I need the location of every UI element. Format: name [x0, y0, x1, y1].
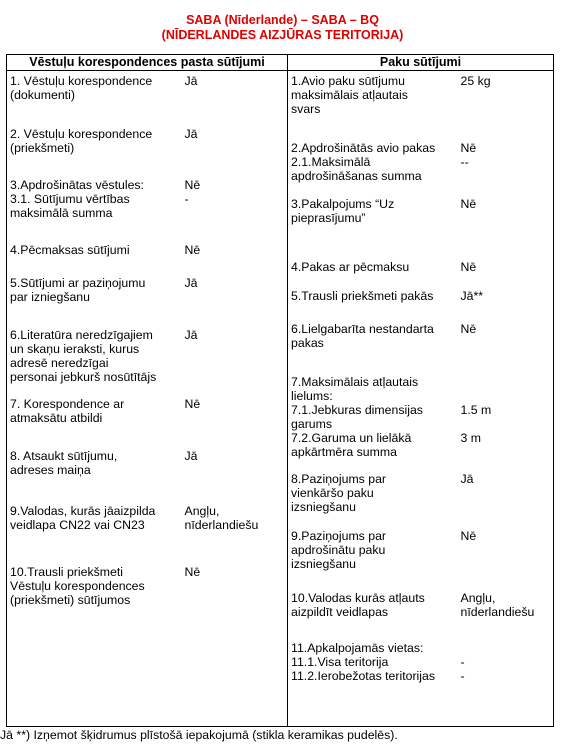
parcels-item-value-9: Nē: [460, 529, 477, 543]
parcels-item-label-2: 2.Apdrošinātās avio pakas 2.1.Maksimālā apdrošināšanas summa: [291, 141, 436, 183]
letters-item-label-3: 3.Apdrošinātas vēstules: 3.1. Sūtījumu vērtības maksimālā summa: [10, 178, 144, 220]
parcels-item-value-10: Angļu, nīderlandiešu: [460, 591, 535, 619]
footnote: Jā **) Izņemot šķidrumus plīstošā iepakojumā (stikla keramikas pudelēs).: [0, 728, 398, 742]
parcels-item-label-9: 9.Paziņojums par apdrošinātu paku izsniegšanu: [291, 529, 387, 571]
parcels-item-label-7: 7.Maksimālais atļautais lielums: 7.1.Jebkuras dimensijas garums 7.2.Garuma un lielākā apkārtmēra summa: [291, 375, 423, 459]
parcels-item-value-2: Nē --: [460, 141, 477, 169]
parcels-item-value-7: 1.5 m 3 m: [460, 403, 492, 445]
letters-item-label-10: 10.Trausli priekšmeti Vēstuļu korespondences (priekšmeti) sūtījumos: [10, 565, 145, 607]
parcels-item-value-6: Nē: [460, 322, 477, 336]
letters-item-label-1: 1. Vēstuļu korespondence (dokumenti): [10, 74, 153, 102]
parcels-labels: [291, 71, 455, 726]
letters-item-label-4: 4.Pēcmaksas sūtījumi: [10, 243, 130, 257]
parcels-item-label-11: 11.Apkalpojamās vietas: 11.1.Visa teritorija 11.2.Ierobežotas teritorijas: [291, 641, 436, 683]
page-title: SABA (Nīderlande) – SABA – BQ: [186, 13, 379, 27]
parcels-header: Paku sūtījumi: [288, 55, 554, 71]
letters-item-value-2: Jā: [184, 127, 198, 141]
letters-values: [185, 71, 285, 726]
letters-header: Vēstuļu korespondences pasta sūtījumi: [7, 55, 288, 71]
letters-item-label-7: 7. Korespondence ar atmaksātu atbildi: [10, 397, 125, 425]
letters-item-label-5: 5.Sūtījumi ar paziņojumu par izniegšanu: [10, 276, 146, 304]
letters-item-value-5: Jā: [184, 276, 198, 290]
parcels-item-value-5: Jā**: [460, 289, 484, 303]
letters-item-label-6: 6.Literatūra neredzīgajiem un skaņu ieraksti, kurus adresē neredzīgai personai jebkurš nosūtītājs: [10, 328, 157, 384]
parcels-item-value-4: Nē: [460, 260, 477, 274]
parcels-item-label-10: 10.Valodas kurās atļauts aizpildīt veidlapas: [291, 591, 425, 619]
parcels-item-label-6: 6.Lielgabarīta nestandarta pakas: [291, 322, 434, 350]
letters-item-label-2: 2. Vēstuļu korespondence (priekšmeti): [10, 127, 153, 155]
letters-item-value-7: Nē: [184, 397, 201, 411]
parcels-item-value-11: - -: [460, 655, 465, 683]
parcels-item-value-3: Nē: [460, 197, 477, 211]
letters-item-value-6: Jā: [184, 328, 198, 342]
letters-item-value-8: Jā: [184, 449, 198, 463]
letters-item-label-8: 8. Atsaukt sūtījumu, adreses maiņa: [10, 449, 118, 477]
letters-item-value-10: Nē: [184, 565, 201, 579]
letters-item-value-4: Nē: [184, 243, 201, 257]
parcels-item-label-1: 1.Avio paku sūtījumu maksimālais atļautais svars: [291, 74, 408, 116]
parcels-item-value-1: 25 kg: [460, 74, 491, 88]
parcels-item-value-8: Jā: [460, 472, 474, 486]
letters-item-label-9: 9.Valodas, kurās jāaizpilda veidlapa CN22 vai CN23: [10, 504, 156, 532]
letters-item-value-9: Angļu, nīderlandiešu: [184, 504, 259, 532]
services-table: [6, 54, 554, 727]
parcels-item-label-3: 3.Pakalpojums “Uz pieprasījumu”: [291, 197, 395, 225]
parcels-item-label-8: 8.Paziņojums par vienkāršo paku izsniegšanu: [291, 472, 387, 514]
page-subtitle: (NĪDERLANDES AIZJŪRAS TERITORIJA): [161, 28, 404, 42]
parcels-item-label-4: 4.Pakas ar pēcmaksu: [291, 260, 410, 274]
parcels-item-label-5: 5.Trausli priekšmeti pakās: [291, 289, 434, 303]
letters-item-value-1: Jā: [184, 74, 198, 88]
letters-labels: [10, 71, 179, 726]
letters-item-value-3: Nē -: [184, 178, 201, 206]
parcels-values: [461, 71, 551, 726]
